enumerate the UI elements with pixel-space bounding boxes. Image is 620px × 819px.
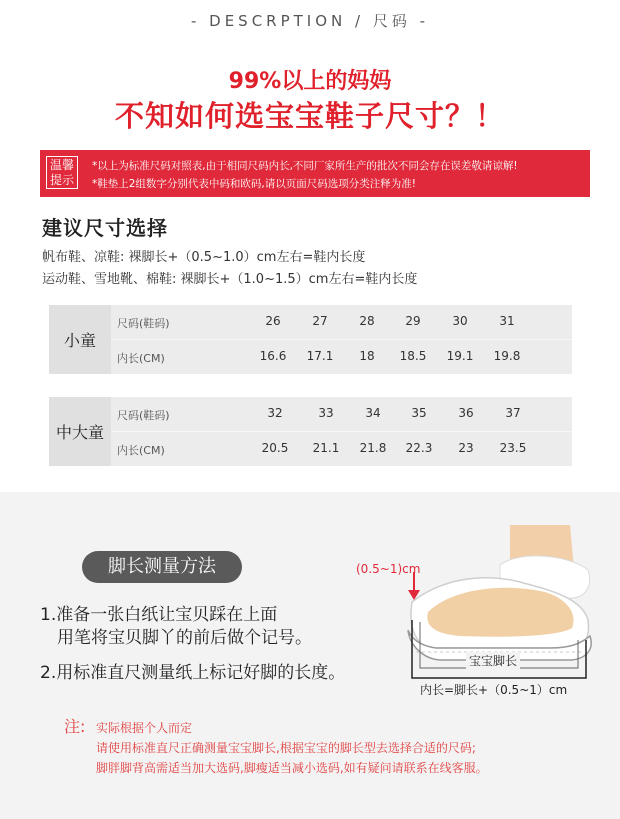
- notice-line-1: *以上为标准尺码对照表,由于相同尺码内长,不同厂家所生产的批次不同会存在误差敬请谅解!: [92, 160, 518, 172]
- length-cell: 18.5: [399, 349, 427, 363]
- size-table-big: [49, 397, 572, 466]
- length-cell: 20.5: [261, 441, 289, 455]
- size-row-label: 尺码(鞋码): [117, 317, 170, 330]
- diagram-foot-length-label: 宝宝脚长: [466, 652, 520, 669]
- notice-tag: [46, 156, 78, 189]
- length-cell: 22.3: [405, 441, 433, 455]
- suggestion-title: 建议尺寸选择: [42, 216, 168, 240]
- length-cell: 21.8: [359, 441, 387, 455]
- size-cell: 35: [411, 406, 427, 420]
- measure-step-1b: 用笔将宝贝脚丫的前后做个记号。: [57, 628, 312, 648]
- length-cell: 17.1: [306, 349, 334, 363]
- note-mark: 注:: [64, 717, 86, 736]
- length-cell: 18: [359, 349, 375, 363]
- notice-tag-line-2: 提示: [49, 173, 74, 187]
- shoe-measure-diagram: [350, 520, 610, 705]
- diagram-toe-gap-label: (0.5~1)cm: [356, 562, 421, 576]
- size-cell: 27: [312, 314, 328, 328]
- note-line-2: 请使用标准直尺正确测量宝宝脚长,根据宝宝的脚长型去选择合适的尺码;: [96, 741, 476, 755]
- size-row-label: 尺码(鞋码): [117, 409, 170, 422]
- measure-step-1a: 1.准备一张白纸让宝贝踩在上面: [40, 605, 278, 625]
- length-row-label: 内长(CM): [117, 444, 165, 457]
- diagram-inner-length-label: 内长=脚长+（0.5~1）cm: [420, 683, 568, 697]
- note-line-3: 脚胖脚背高需适当加大选码,脚瘦适当减小选码,如有疑问请联系在线客服。: [96, 761, 488, 775]
- suggestion-line-1: 帆布鞋、凉鞋: 裸脚长+（0.5~1.0）cm左右=鞋内长度: [42, 250, 366, 265]
- size-table-small: [49, 305, 572, 374]
- measure-title: 脚长测量方法: [82, 551, 242, 583]
- size-cell: 30: [452, 314, 468, 328]
- notice-tag-line-1: 温馨: [49, 158, 74, 172]
- size-cell: 36: [458, 406, 474, 420]
- table-divider: [111, 431, 572, 432]
- notice-bar: [40, 150, 590, 197]
- notice-line-2: *鞋垫上2组数字分别代表中码和欧码,请以页面尺码选项分类注释为准!: [92, 178, 416, 190]
- size-cell: 29: [405, 314, 421, 328]
- size-cell: 34: [365, 406, 381, 420]
- length-cell: 21.1: [312, 441, 340, 455]
- length-row-label: 内长(CM): [117, 352, 165, 365]
- suggestion-line-2: 运动鞋、雪地靴、棉鞋: 裸脚长+（1.0~1.5）cm左右=鞋内长度: [42, 272, 418, 287]
- length-cell: 16.6: [259, 349, 287, 363]
- size-cell: 26: [265, 314, 281, 328]
- size-cell: 33: [318, 406, 334, 420]
- length-cell: 23: [458, 441, 474, 455]
- table-divider: [111, 339, 572, 340]
- length-cell: 19.1: [446, 349, 474, 363]
- length-cell: 19.8: [493, 349, 521, 363]
- section-title: - DESCRPTION / 尺码 -: [190, 12, 430, 30]
- measure-step-2: 2.用标准直尺测量纸上标记好脚的长度。: [40, 663, 346, 683]
- size-cell: 32: [267, 406, 283, 420]
- note-line-1: 实际根据个人而定: [96, 721, 193, 735]
- size-cell: 28: [359, 314, 375, 328]
- length-cell: 23.5: [499, 441, 527, 455]
- size-group-label: 小童: [49, 305, 111, 374]
- headline-percent: 99%以上的妈妈: [228, 69, 392, 94]
- size-group-label: 中大童: [49, 397, 111, 466]
- size-cell: 31: [499, 314, 515, 328]
- size-cell: 37: [505, 406, 521, 420]
- headline-question: 不知如何选宝宝鞋子尺寸？！: [114, 99, 505, 133]
